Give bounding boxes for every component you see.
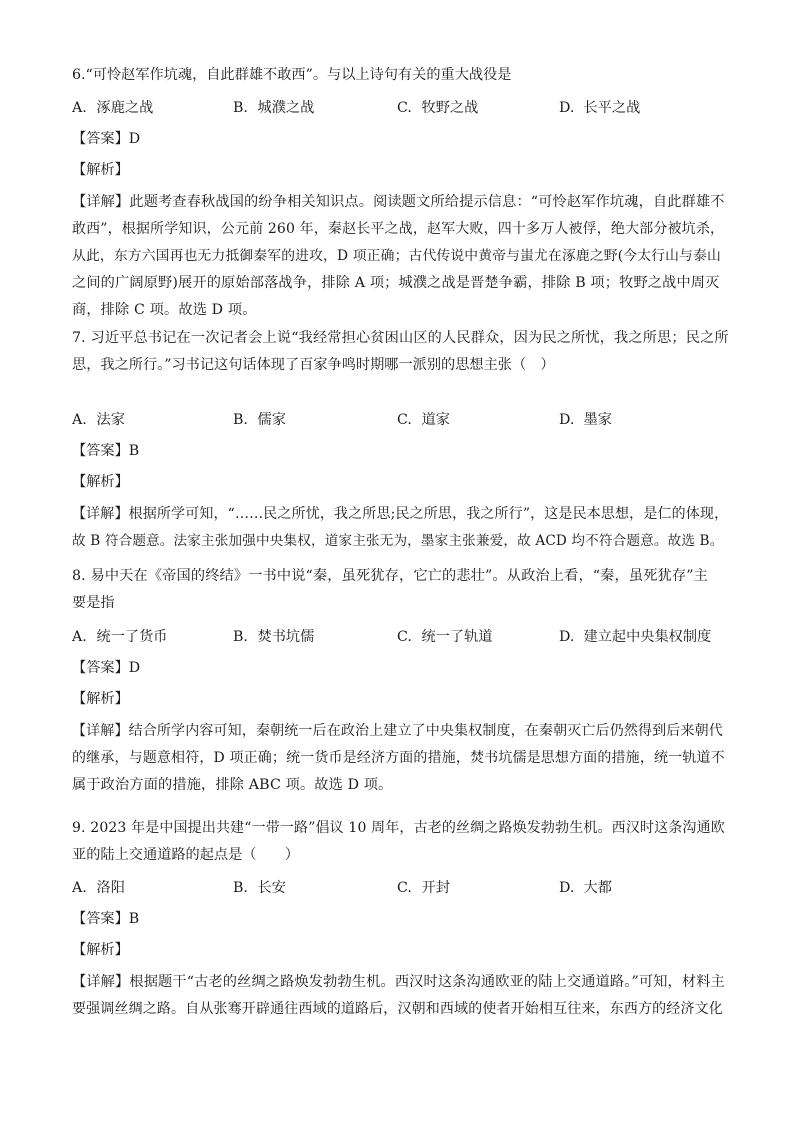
question-7-options [72, 410, 732, 430]
detail-line: 【详解】结合所学内容可知，秦朝统一后在政治上建立了中央集权制度，在秦朝灭亡后仍然得到后来朝代 [72, 723, 723, 739]
option-a: A. 洛阳 [72, 880, 125, 896]
question-6-options [72, 98, 732, 118]
detail-line: 故 B 符合题意。法家主张加强中央集权，道家主张无为，墨家主张兼爱，故 ACD 均不符合题意。故选 B。 [72, 533, 724, 549]
option-a: A. 统一了货币 [72, 629, 168, 645]
question-8-options [72, 627, 732, 647]
detail-line: 之间的广阔原野)展开的原始部落战争，排除 A 项；城濮之战是晋楚争霸，排除 B 项；牧野之战中周灭 [72, 275, 720, 291]
detail-line: 要强调丝绸之路。自从张骞开辟通往西域的道路后，汉朝和西域的使者开始相互往来，东西方的经济文化 [72, 1001, 723, 1017]
option-c: C. 开封 [397, 880, 450, 896]
analysis-label: 【解析】 [72, 162, 129, 178]
answer-label: 【答案】D [72, 131, 141, 147]
option-c: C. 道家 [397, 412, 450, 428]
detail-line: 【详解】根据题干“古老的丝绸之路焕发勃勃生机。西汉时这条沟通欧亚的陆上交通道路。”可知，材料主 [72, 974, 725, 990]
detail-line: 商，排除 C 项。故选 D 项。 [72, 302, 257, 318]
option-d: D. 墨家 [559, 412, 612, 428]
option-c: C. 牧野之战 [397, 100, 479, 116]
option-b: B. 长安 [233, 880, 286, 896]
detail-line: 敢西”，根据所学知识，公元前 260 年，秦赵长平之战，赵军大败，四十多万人被俘，绝大部分被坑杀， [72, 221, 725, 237]
option-b: B. 儒家 [233, 412, 286, 428]
question-8-text: 8. 易中天在《帝国的终结》一书中说“秦，虽死犹存，它亡的悲壮”。从政治上看，“秦，虽死犹存”主 [72, 568, 708, 584]
detail-line: 【详解】根据所学可知，“……民之所忧，我之所思;民之所思，我之所行”，这是民本思想，是仁的体现， [72, 506, 729, 522]
question-9-options [72, 878, 732, 898]
question-6-text: 6.“可怜赵军作坑魂，自此群雄不敢西”。与以上诗句有关的重大战役是 [72, 67, 512, 83]
answer-label: 【答案】B [72, 911, 140, 927]
question-7-text: 7. 习近平总书记在一次记者会上说“我经常担心贫困山区的人民群众，因为民之所忧，我之所思；民之所 [72, 330, 729, 346]
question-9-text: 亚的陆上交通道路的起点是（ ） [72, 847, 300, 863]
option-d: D. 大都 [559, 880, 612, 896]
option-d: D. 长平之战 [559, 100, 641, 116]
detail-line: 属于政治方面的措施，排除 ABC 项。故选 D 项。 [72, 777, 393, 793]
answer-label: 【答案】D [72, 660, 141, 676]
option-b: B. 焚书坑儒 [233, 629, 315, 645]
question-8-text: 要是指 [72, 595, 115, 611]
option-c: C. 统一了轨道 [397, 629, 493, 645]
detail-line: 【详解】此题考查春秋战国的纷争相关知识点。阅读题文所给提示信息：“可怜赵军作坑魂，自此群雄不 [72, 194, 725, 210]
detail-line: 的继承，与题意相符，D 项正确；统一货币是经济方面的措施，焚书坑儒是思想方面的措施，统一轨道不 [72, 750, 725, 766]
option-b: B. 城濮之战 [233, 100, 315, 116]
analysis-label: 【解析】 [72, 474, 129, 490]
answer-label: 【答案】B [72, 443, 140, 459]
option-d: D. 建立起中央集权制度 [559, 629, 712, 645]
question-7-text: 思，我之所行。”习书记这句话体现了百家争鸣时期哪一派别的思想主张（ ） [72, 357, 555, 373]
analysis-label: 【解析】 [72, 691, 129, 707]
detail-line: 从此，东方六国再也无力抵御秦军的进攻，D 项正确；古代传说中黄帝与蚩尤在涿鹿之野(今太行山与泰山 [72, 248, 721, 264]
question-9-text: 9. 2023 年是中国提出共建“一带一路”倡议 10 周年，古老的丝绸之路焕发勃勃生机。西汉时这条沟通欧 [72, 820, 725, 836]
option-a: A. 涿鹿之战 [72, 100, 154, 116]
analysis-label: 【解析】 [72, 942, 129, 958]
option-a: A. 法家 [72, 412, 125, 428]
